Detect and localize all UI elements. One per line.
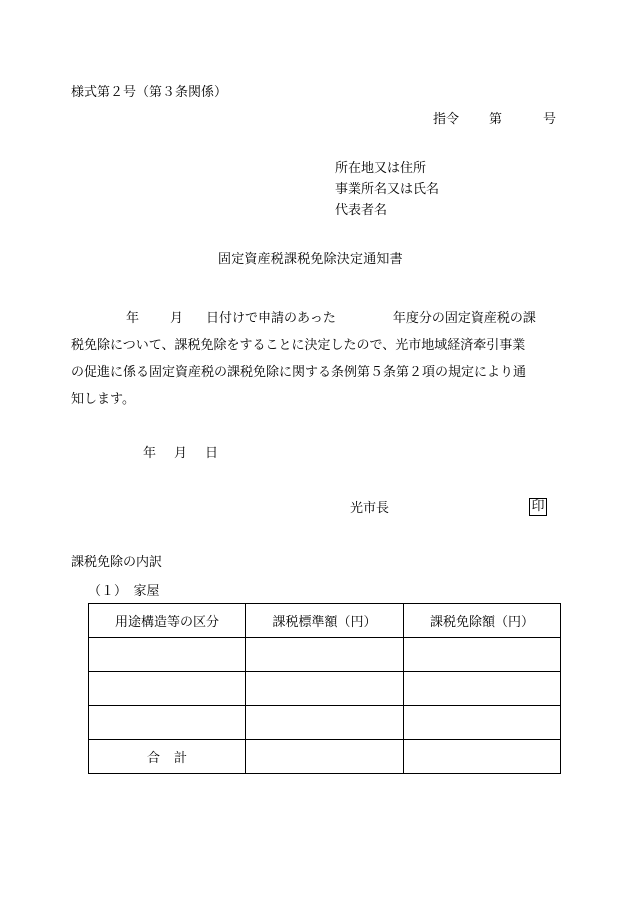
table-cell <box>404 706 561 740</box>
breakdown-table <box>88 603 561 774</box>
body-month-label: 月 <box>170 311 184 326</box>
body-applied-text: 日付けで申請のあった <box>206 311 336 326</box>
document-title: 固定資産税課税免除決定通知書 <box>218 252 403 267</box>
notice-body <box>71 305 561 413</box>
seal-mark: 印 <box>529 498 547 516</box>
table-total-row <box>89 740 561 774</box>
ref-prefix: 指令 <box>433 112 460 127</box>
body-fiscal-year-text: 年度分の固定資産税の課 <box>392 311 536 326</box>
table-cell <box>246 706 404 740</box>
ref-suffix: 号 <box>543 112 557 127</box>
table-row <box>89 672 561 706</box>
body-line-4: 知します。 <box>71 392 135 407</box>
body-line-3: の促進に係る固定資産税の課税免除に関する条例第５条第２項の規定により通 <box>71 365 527 380</box>
table-cell <box>89 672 246 706</box>
column-header-tax-base: 課税標準額（円） <box>246 604 404 638</box>
table-row <box>89 706 561 740</box>
date-day-label: 日 <box>205 446 219 461</box>
recipient-address-label: 所在地又は住所 <box>335 161 427 176</box>
form-number: 様式第２号（第３条関係） <box>71 85 228 100</box>
table-cell <box>246 672 404 706</box>
body-year-label: 年 <box>126 311 140 326</box>
column-header-exemption: 課税免除額（円） <box>404 604 561 638</box>
issue-date <box>143 447 218 460</box>
body-line-2: 税免除について、課税免除をすることに決定したので、光市地域経済牽引事業 <box>71 338 526 353</box>
section-heading-building: （１） 家屋 <box>88 584 160 599</box>
table-cell <box>246 740 404 774</box>
table-header-row <box>89 604 561 638</box>
date-month-label: 月 <box>174 446 188 461</box>
table-cell <box>89 638 246 672</box>
table-cell <box>404 638 561 672</box>
recipient-business-name-label: 事業所名又は氏名 <box>335 182 440 197</box>
recipient-representative-label: 代表者名 <box>335 203 388 218</box>
table-cell <box>89 706 246 740</box>
table-cell <box>404 672 561 706</box>
total-label: 合計 <box>89 740 246 774</box>
column-header-usage: 用途構造等の区分 <box>89 604 246 638</box>
reference-number <box>433 113 556 126</box>
date-year-label: 年 <box>143 446 157 461</box>
table-cell <box>246 638 404 672</box>
body-line-1 <box>71 305 561 332</box>
table-cell <box>404 740 561 774</box>
table-row <box>89 638 561 672</box>
ref-middle: 第 <box>489 112 503 127</box>
issuer-name: 光市長 <box>350 501 390 516</box>
breakdown-heading: 課税免除の内訳 <box>71 555 163 570</box>
